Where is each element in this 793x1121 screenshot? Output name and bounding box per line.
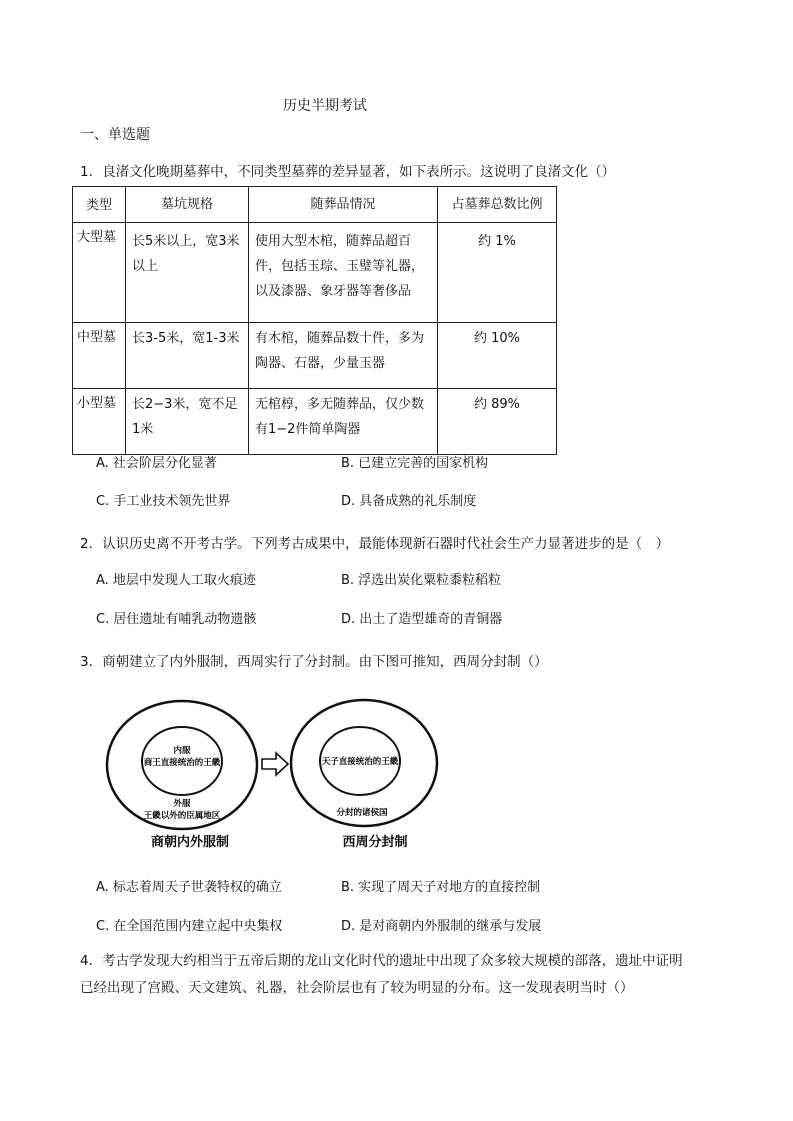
table-cell: 约 10% (438, 323, 557, 389)
q1-option-b[interactable]: B. 已建立完善的国家机构 (341, 456, 489, 471)
table-cell: 大型墓 (73, 223, 126, 323)
table-cell: 中型墓 (73, 323, 126, 389)
table-cell: 约 89% (438, 389, 557, 455)
q3-option-d[interactable]: D. 是对商朝内外服制的继承与发展 (341, 919, 542, 934)
right-inner-label: 天子直接统治的王畿 (321, 757, 399, 767)
left-inner-title: 内服 (173, 746, 191, 756)
table-header-cell: 墓坑规格 (126, 187, 249, 223)
q2-option-b[interactable]: B. 浮选出炭化粟粒黍粒稻粒 (341, 573, 502, 588)
q1-option-a[interactable]: A. 社会阶层分化显著 (96, 456, 217, 471)
q2-option-a[interactable]: A. 地层中发现人工取火痕迹 (96, 573, 256, 588)
q2-option-d[interactable]: D. 出土了造型雄奇的青铜器 (341, 612, 503, 627)
table-cell: 小型墓 (73, 389, 126, 455)
left-caption: 商朝内外服制 (150, 835, 230, 850)
section-heading: 一、单选题 (80, 127, 150, 143)
q3-option-b[interactable]: B. 实现了周天子对地方的直接控制 (341, 880, 541, 895)
question-2-stem: 2．认识历史离不开考古学。下列考古成果中，最能体现新石器时代社会生产力显著进步的是（ ） (80, 536, 670, 552)
q3-option-a[interactable]: A. 标志着周天子世袭特权的确立 (96, 880, 282, 895)
table-header-cell: 随葬品情况 (249, 187, 438, 223)
table-cell: 无棺椁，多无随葬品，仅少数有1−2件简单陶器 (249, 389, 438, 455)
left-outer-title: 外服 (173, 799, 191, 809)
q2-option-c[interactable]: C. 居住遗址有哺乳动物遗骸 (96, 612, 257, 627)
table-cell: 有木棺，随葬品数十件，多为陶器、石器，少量玉器 (249, 323, 438, 389)
table-row (73, 223, 557, 323)
table-header-cell: 占墓葬总数比例 (438, 187, 557, 223)
q1-option-d[interactable]: D. 具备成熟的礼乐制度 (341, 494, 477, 509)
page-title: 历史半期考试 (283, 98, 367, 114)
table-cell: 使用大型木棺，随葬品超百件，包括玉琮、玉璧等礼器，以及漆器、象牙器等奢侈品 (249, 223, 438, 323)
fengjian-diagram (100, 693, 440, 858)
table-cell: 长5米以上，宽3米以上 (126, 223, 249, 323)
left-outer-sub: 王畿以外的臣属地区 (143, 811, 221, 821)
table-header-row (73, 187, 557, 223)
q1-option-c[interactable]: C. 手工业技术领先世界 (96, 494, 231, 509)
left-inner-sub: 商王直接统治的王畿 (143, 758, 221, 768)
table-row (73, 323, 557, 389)
question-4-stem-line2: 已经出现了宫殿、天文建筑、礼器，社会阶层也有了较为明显的分布。这一发现表明当时（） (80, 980, 634, 996)
right-outer-label: 分封的诸侯国 (336, 808, 388, 818)
tomb-table (72, 186, 557, 455)
table-header-cell: 类型 (73, 187, 126, 223)
question-1-stem: 1．良渚文化晚期墓葬中，不同类型墓葬的差异显著，如下表所示。这说明了良渚文化（） (80, 164, 616, 180)
arrow-icon (262, 753, 288, 775)
right-caption: 西周分封制 (342, 835, 408, 850)
q3-option-c[interactable]: C. 在全国范围内建立起中央集权 (96, 919, 283, 934)
table-row (73, 389, 557, 455)
table-cell: 约 1% (438, 223, 557, 323)
table-cell: 长3-5米，宽1-3米 (126, 323, 249, 389)
question-3-stem: 3．商朝建立了内外服制，西周实行了分封制。由下图可推知，西周分封制（） (80, 654, 548, 670)
table-cell: 长2−3米，宽不足1米 (126, 389, 249, 455)
question-4-stem-line1: 4．考古学发现大约相当于五帝后期的龙山文化时代的遗址中出现了众多较大规模的部落，遗址中证明 (80, 953, 683, 969)
